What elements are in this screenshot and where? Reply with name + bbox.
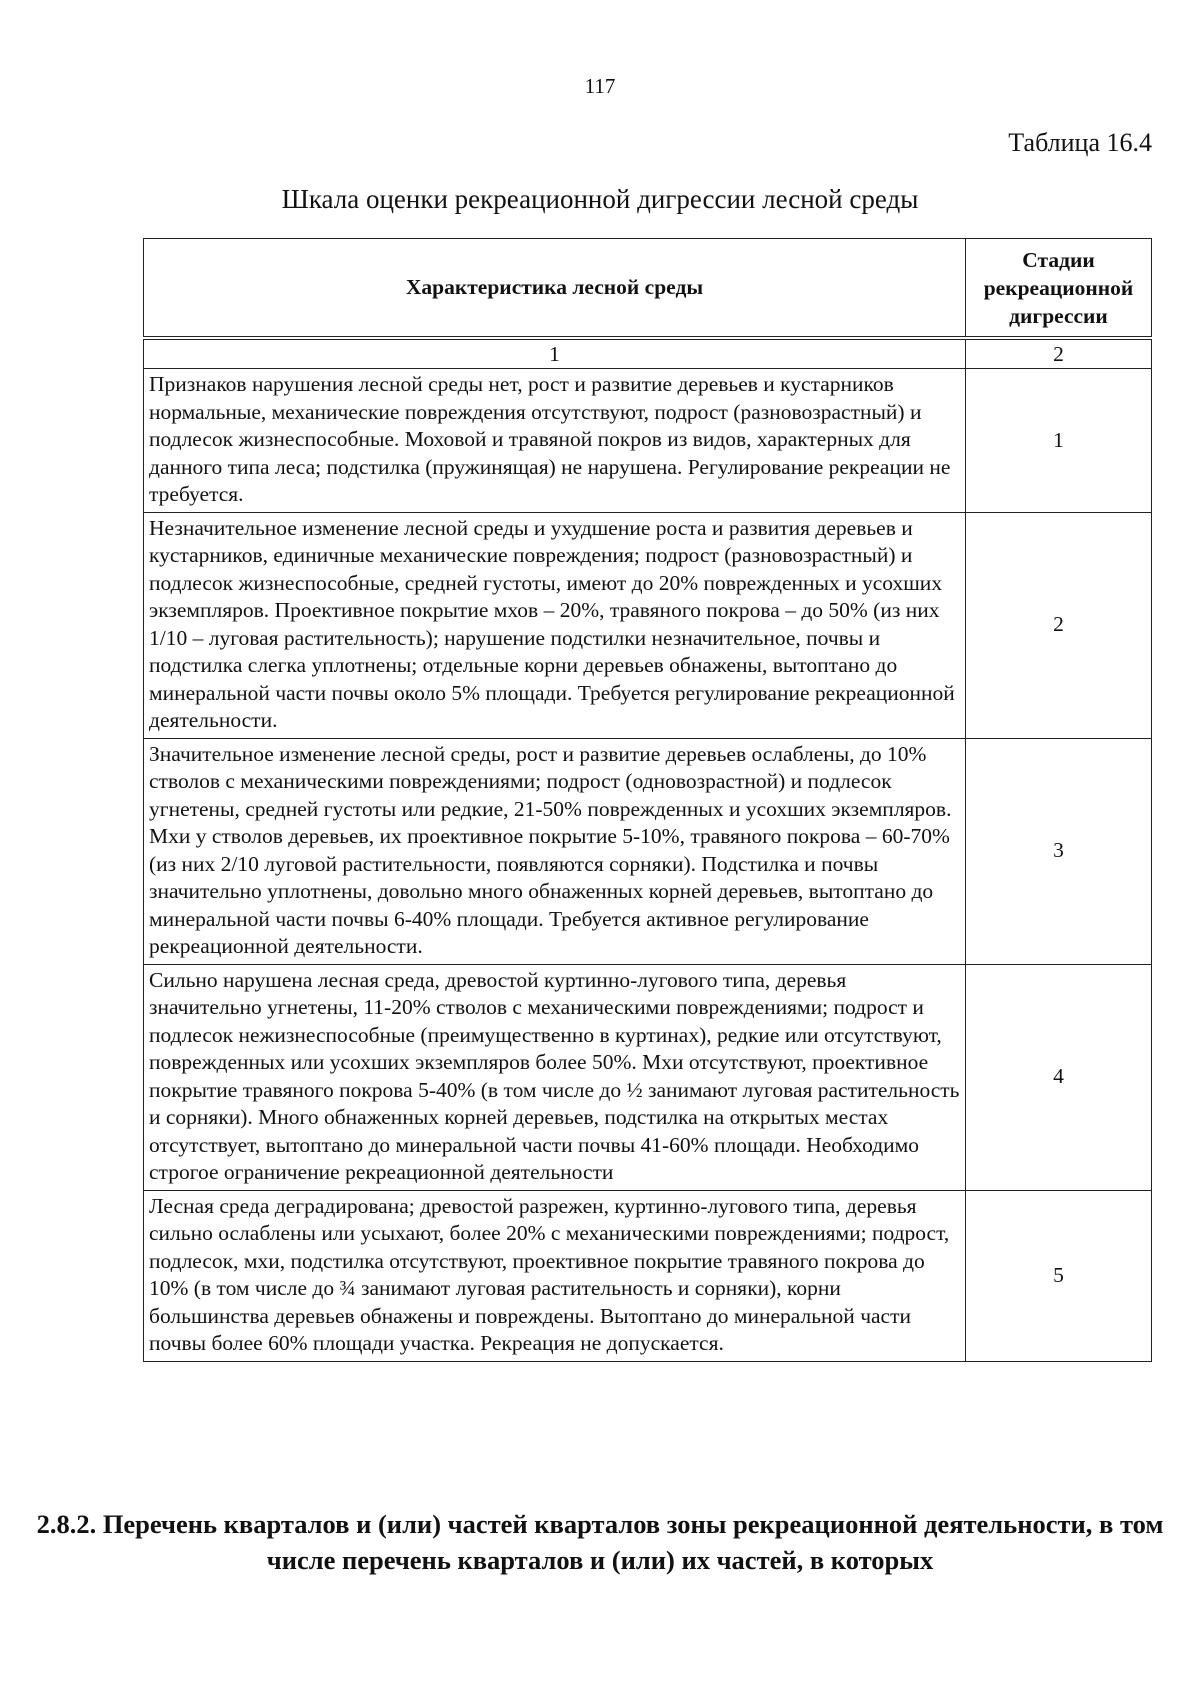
- section-heading: 2.8.2. Перечень кварталов и (или) частей кварталов зоны рекреационной деятельности, в том числе перечень кварталов и (или) их частей, в которых: [36, 1509, 1164, 1575]
- row-stage: 1: [966, 369, 1152, 513]
- row-stage: 5: [966, 1190, 1152, 1361]
- table-row: [144, 512, 1152, 738]
- row-description: Сильно нарушена лесная среда, древостой куртинно-лугового типа, деревья значительно угнетены, 11-20% стволов с механическими повреждениями; подрост и подлесок нежизнеспособные (преимущественно в куртинах), редкие или отсутствуют, поврежденных или усохших экземпляров более 50%. Мхи отсутствуют, проективное покрытие травяного покрова 5-40% (в том числе до ½ занимают луговая растительность и сорняки). Много обнаженных корней деревьев, подстилка на открытых местах отсутствует, вытоптано до минеральной части почвы 41-60% площади. Необходимо строгое ограничение рекреационной деятельности: [144, 964, 966, 1190]
- column-number-row: [144, 338, 1152, 369]
- header-description: Характеристика лесной среды: [144, 239, 966, 339]
- recreational-digression-table: [143, 238, 1152, 1362]
- row-stage: 4: [966, 964, 1152, 1190]
- table-row: [144, 1190, 1152, 1361]
- row-description: Значительное изменение лесной среды, рост и развитие деревьев ослаблены, до 10% стволов с механическими повреждениями; подрост (одновозрастной) и подлесок угнетены, средней густоты или редкие, 21-50% поврежденных и усохших экземпляров. Мхи у стволов деревьев, их проективное покрытие 5-10%, травяного покрова – 60-70% (из них 2/10 луговой растительности, появляются сорняки). Подстилка и почвы значительно уплотнены, довольно много обнаженных корней деревьев, вытоптано до минеральной части почвы 6-40% площади. Требуется активное регулирование рекреационной деятельности.: [144, 738, 966, 964]
- table-row: [144, 964, 1152, 1190]
- table-title: Шкала оценки рекреационной дигрессии лесной среды: [281, 184, 919, 214]
- column-number-2: 2: [966, 338, 1152, 369]
- row-stage: 2: [966, 512, 1152, 738]
- table-row: [144, 369, 1152, 513]
- row-description: Незначительное изменение лесной среды и ухудшение роста и развития деревьев и кустарников, единичные механические повреждения; подрост (разновозрастный) и подлесок жизнеспособные, средней густоты, имеют до 20% поврежденных и усохших экземпляров. Проективное покрытие мхов – 20%, травяного покрова – до 50% (из них 1/10 – луговая растительность); нарушение подстилки незначительное, почвы и подстилка слегка уплотнены; отдельные корни деревьев обнажены, вытоптано до минеральной части почвы около 5% площади. Требуется регулирование рекреационной деятельности.: [144, 512, 966, 738]
- table-label: Таблица 16.4: [1008, 128, 1152, 157]
- header-stage: Стадии рекреационной дигрессии: [966, 239, 1152, 339]
- table-header-row: [144, 239, 1152, 339]
- table-row: [144, 738, 1152, 964]
- row-description: Признаков нарушения лесной среды нет, рост и развитие деревьев и кустарников нормальные, механические повреждения отсутствуют, подрост (разновозрастный) и подлесок жизнеспособные. Моховой и травяной покров из видов, характерных для данного типа леса; подстилка (пружинящая) не нарушена. Регулирование рекреации не требуется.: [144, 369, 966, 513]
- column-number-1: 1: [144, 338, 966, 369]
- row-stage: 3: [966, 738, 1152, 964]
- page-number: 117: [584, 74, 616, 98]
- row-description: Лесная среда деградирована; древостой разрежен, куртинно-лугового типа, деревья сильно ослаблены или усыхают, более 20% с механическими повреждениями; подрост, подлесок, мхи, подстилка отсутствуют, проективное покрытие травяного покрова до 10% (в том числе до ¾ занимают луговая растительность и сорняки), корни большинства деревьев обнажены и повреждены. Вытоптано до минеральной части почвы более 60% площади участка. Рекреация не допускается.: [144, 1190, 966, 1361]
